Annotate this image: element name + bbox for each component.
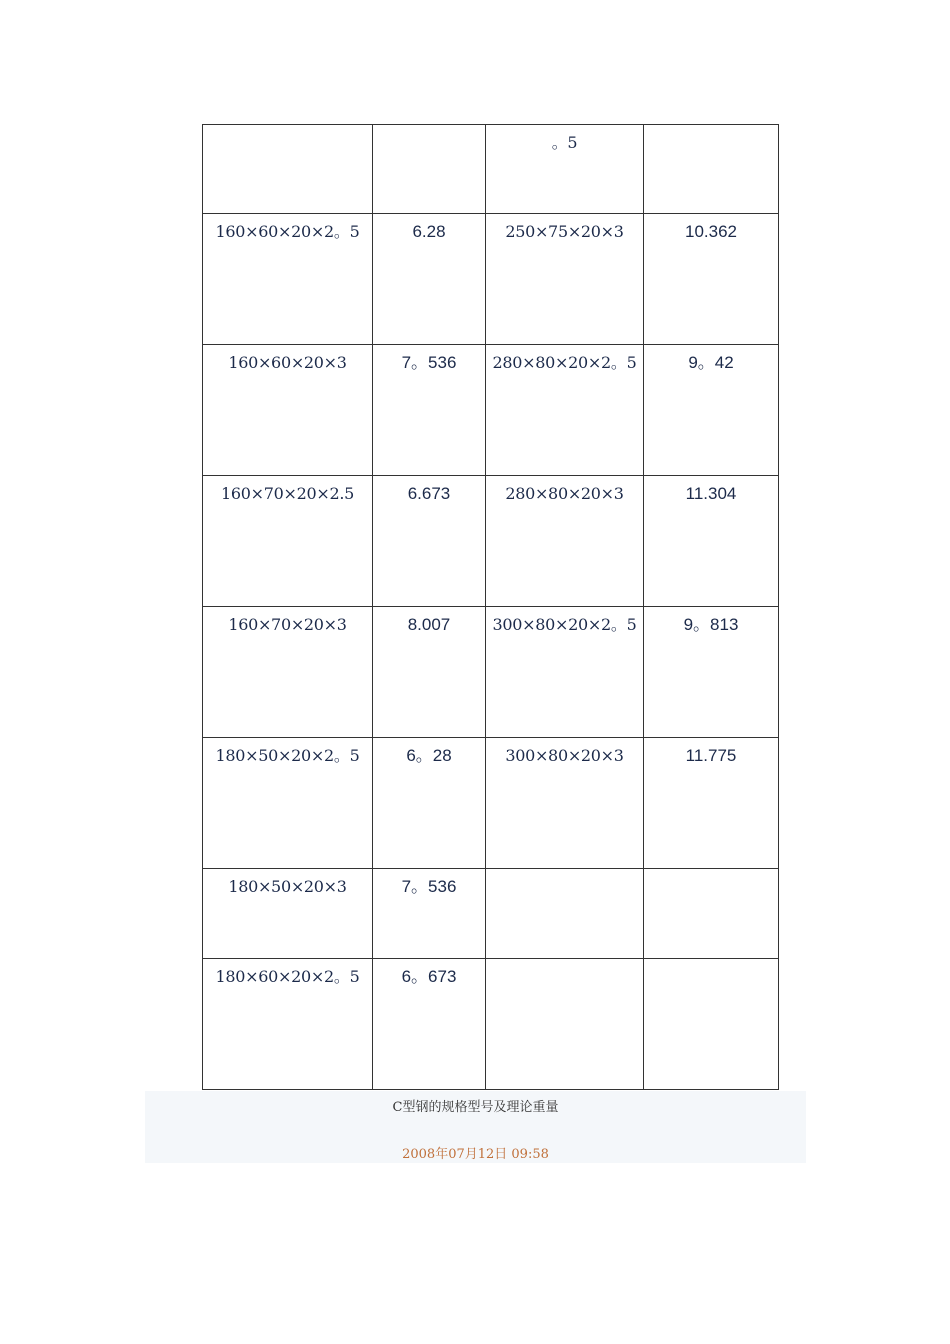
weight-cell: 11.775 [644, 738, 779, 869]
weight-cell: 8.007 [373, 607, 486, 738]
spec-cell: 280×80×20×3 [486, 476, 644, 607]
spec-cell: 180×50×20×3 [203, 869, 373, 959]
caption-date: 2008年07月12日 09:58 [402, 1147, 549, 1162]
spec-cell: 。5 [486, 125, 644, 214]
caption-box [145, 1091, 806, 1163]
spec-cell: 160×70×20×2.5 [203, 476, 373, 607]
weight-cell: 6。673 [373, 959, 486, 1090]
spec-cell: 300×80×20×3 [486, 738, 644, 869]
spec-cell: 160×60×20×2。5 [203, 214, 373, 345]
weight-cell: 10.362 [644, 214, 779, 345]
spec-cell: 280×80×20×2。5 [486, 345, 644, 476]
spec-cell [486, 869, 644, 959]
weight-cell: 11.304 [644, 476, 779, 607]
spec-cell: 250×75×20×3 [486, 214, 644, 345]
weight-cell: 6。28 [373, 738, 486, 869]
table-row [203, 125, 779, 214]
weight-cell [644, 125, 779, 214]
spec-cell: 180×60×20×2。5 [203, 959, 373, 1090]
spec-cell: 300×80×20×2。5 [486, 607, 644, 738]
table-row [203, 607, 779, 738]
table-row [203, 959, 779, 1090]
table-row [203, 869, 779, 959]
weight-cell [373, 125, 486, 214]
caption-title: C型钢的规格型号及理论重量 [392, 1100, 559, 1115]
weight-cell: 6.673 [373, 476, 486, 607]
weight-cell: 7。536 [373, 345, 486, 476]
weight-cell [644, 959, 779, 1090]
spec-cell: 160×70×20×3 [203, 607, 373, 738]
table-row [203, 214, 779, 345]
table-row [203, 476, 779, 607]
spec-weight-table [202, 124, 779, 1090]
weight-cell: 9。42 [644, 345, 779, 476]
table-row [203, 345, 779, 476]
weight-cell: 9。813 [644, 607, 779, 738]
spec-cell: 180×50×20×2。5 [203, 738, 373, 869]
weight-cell: 6.28 [373, 214, 486, 345]
spec-cell [486, 959, 644, 1090]
spec-cell [203, 125, 373, 214]
table-row [203, 738, 779, 869]
weight-cell [644, 869, 779, 959]
spec-cell: 160×60×20×3 [203, 345, 373, 476]
weight-cell: 7。536 [373, 869, 486, 959]
